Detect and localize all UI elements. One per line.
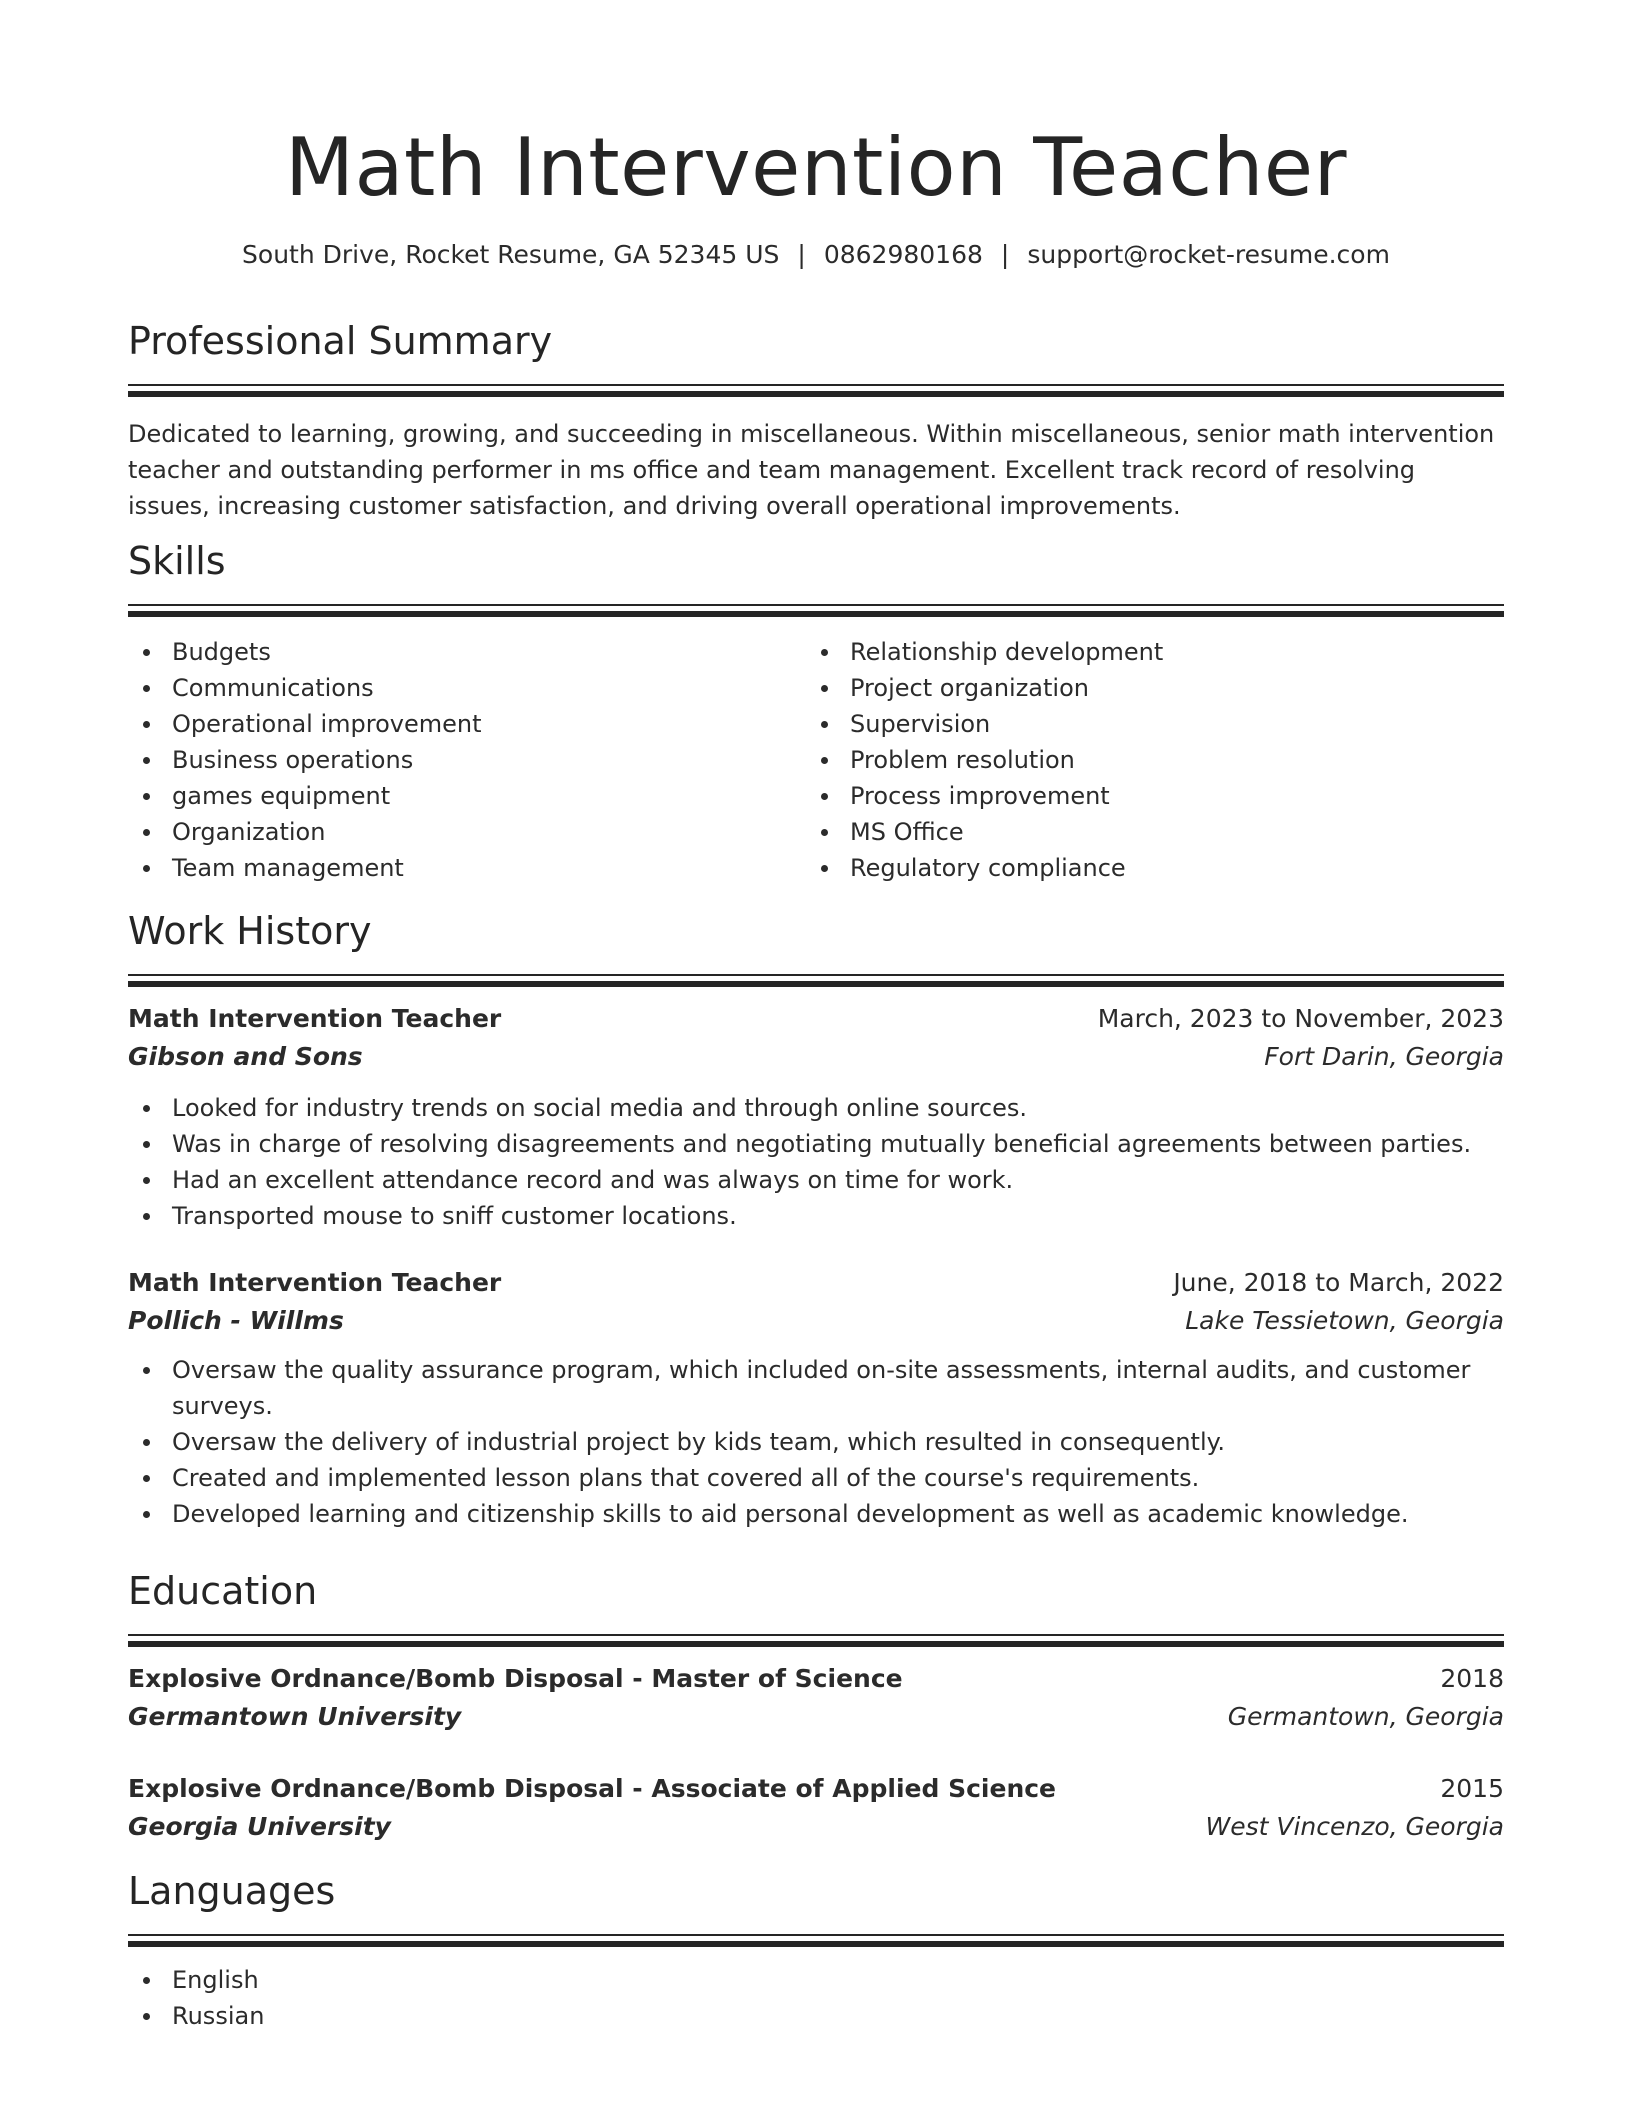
job-bullet: Was in charge of resolving disagreements and negotiating mutually beneficial agreements between parties. (128, 1126, 1504, 1162)
job-dates: March, 2023 to November, 2023 (1097, 1004, 1504, 1033)
skill-item: Supervision (806, 706, 1484, 742)
job-entry (128, 1264, 1504, 1532)
skill-item: Budgets (128, 634, 806, 670)
section-work-history (128, 906, 1504, 1532)
education-degree: Explosive Ordnance/Bomb Disposal - Associate of Applied Science (128, 1774, 1057, 1803)
job-bullet: Oversaw the delivery of industrial project by kids team, which resulted in consequently. (128, 1424, 1504, 1460)
job-company: Pollich - Willms (128, 1306, 344, 1335)
skills-column-right (806, 634, 1484, 886)
skill-item: Problem resolution (806, 742, 1484, 778)
job-location: Fort Darin, Georgia (1264, 1042, 1504, 1071)
job-bullet: Created and implemented lesson plans that covered all of the course's requirements. (128, 1460, 1504, 1496)
section-heading: Languages (128, 1869, 336, 1913)
job-bullet: Oversaw the quality assurance program, which included on-site assessments, internal audits, and customer surveys. (128, 1352, 1504, 1424)
section-heading: Work History (128, 909, 372, 953)
education-entry (128, 1660, 1504, 1736)
section-divider (128, 1634, 1504, 1646)
language-item: Russian (128, 1998, 1504, 2034)
education-year: 2015 (1440, 1774, 1504, 1803)
contact-separator: | (797, 240, 806, 269)
skill-item: Business operations (128, 742, 806, 778)
skill-item: games equipment (128, 778, 806, 814)
skill-item: Process improvement (806, 778, 1484, 814)
skill-item: Organization (128, 814, 806, 850)
section-divider (128, 1934, 1504, 1946)
section-heading: Professional Summary (128, 319, 553, 363)
skill-item: Relationship development (806, 634, 1484, 670)
education-location: West Vincenzo, Georgia (1205, 1812, 1504, 1841)
skill-item: Project organization (806, 670, 1484, 706)
skill-item: MS Office (806, 814, 1484, 850)
job-title: Math Intervention Teacher (128, 1004, 502, 1033)
skill-item: Team management (128, 850, 806, 886)
skill-item: Operational improvement (128, 706, 806, 742)
section-skills (128, 536, 1504, 886)
skills-grid (128, 634, 1504, 886)
section-divider (128, 604, 1504, 616)
section-divider (128, 974, 1504, 986)
education-year: 2018 (1440, 1664, 1504, 1693)
job-bullet: Had an excellent attendance record and was always on time for work. (128, 1162, 1504, 1198)
job-company: Gibson and Sons (128, 1042, 363, 1071)
section-heading: Skills (128, 539, 226, 583)
skills-column-left (128, 634, 806, 886)
contact-email: support@rocket-resume.com (1027, 240, 1390, 269)
contact-separator: | (1000, 240, 1010, 269)
education-entry (128, 1770, 1504, 1846)
section-languages (128, 1866, 1504, 2034)
job-location: Lake Tessietown, Georgia (1185, 1306, 1504, 1335)
education-school: Georgia University (128, 1812, 391, 1841)
education-location: Germantown, Georgia (1227, 1702, 1504, 1731)
job-entry (128, 1000, 1504, 1234)
section-summary (128, 316, 1504, 524)
skill-item: Regulatory compliance (806, 850, 1484, 886)
job-bullet: Looked for industry trends on social media and through online sources. (128, 1090, 1504, 1126)
job-title: Math Intervention Teacher (128, 1268, 502, 1297)
section-education (128, 1566, 1504, 1846)
contact-address: South Drive, Rocket Resume, GA 52345 US (242, 240, 780, 269)
education-school: Germantown University (128, 1702, 462, 1731)
contact-phone: 0862980168 (823, 240, 983, 269)
job-bullet: Transported mouse to sniff customer locations. (128, 1198, 1504, 1234)
language-item: English (128, 1962, 1504, 1998)
job-bullet: Developed learning and citizenship skills to aid personal development as well as academic knowledge. (128, 1496, 1504, 1532)
job-dates: June, 2018 to March, 2022 (1173, 1268, 1504, 1297)
contact-line (128, 237, 1504, 273)
resume-name: Math Intervention Teacher (284, 121, 1348, 214)
education-degree: Explosive Ordnance/Bomb Disposal - Master of Science (128, 1664, 903, 1693)
section-divider (128, 384, 1504, 396)
skill-item: Communications (128, 670, 806, 706)
section-heading: Education (128, 1569, 318, 1613)
summary-text: Dedicated to learning, growing, and succeeding in miscellaneous. Within miscellaneous, senior math intervention teacher and outstanding performer in ms office and team management. Excellent track record of resolving issues, increasing customer satisfaction, and driving overall operational improvements. (128, 420, 1495, 520)
